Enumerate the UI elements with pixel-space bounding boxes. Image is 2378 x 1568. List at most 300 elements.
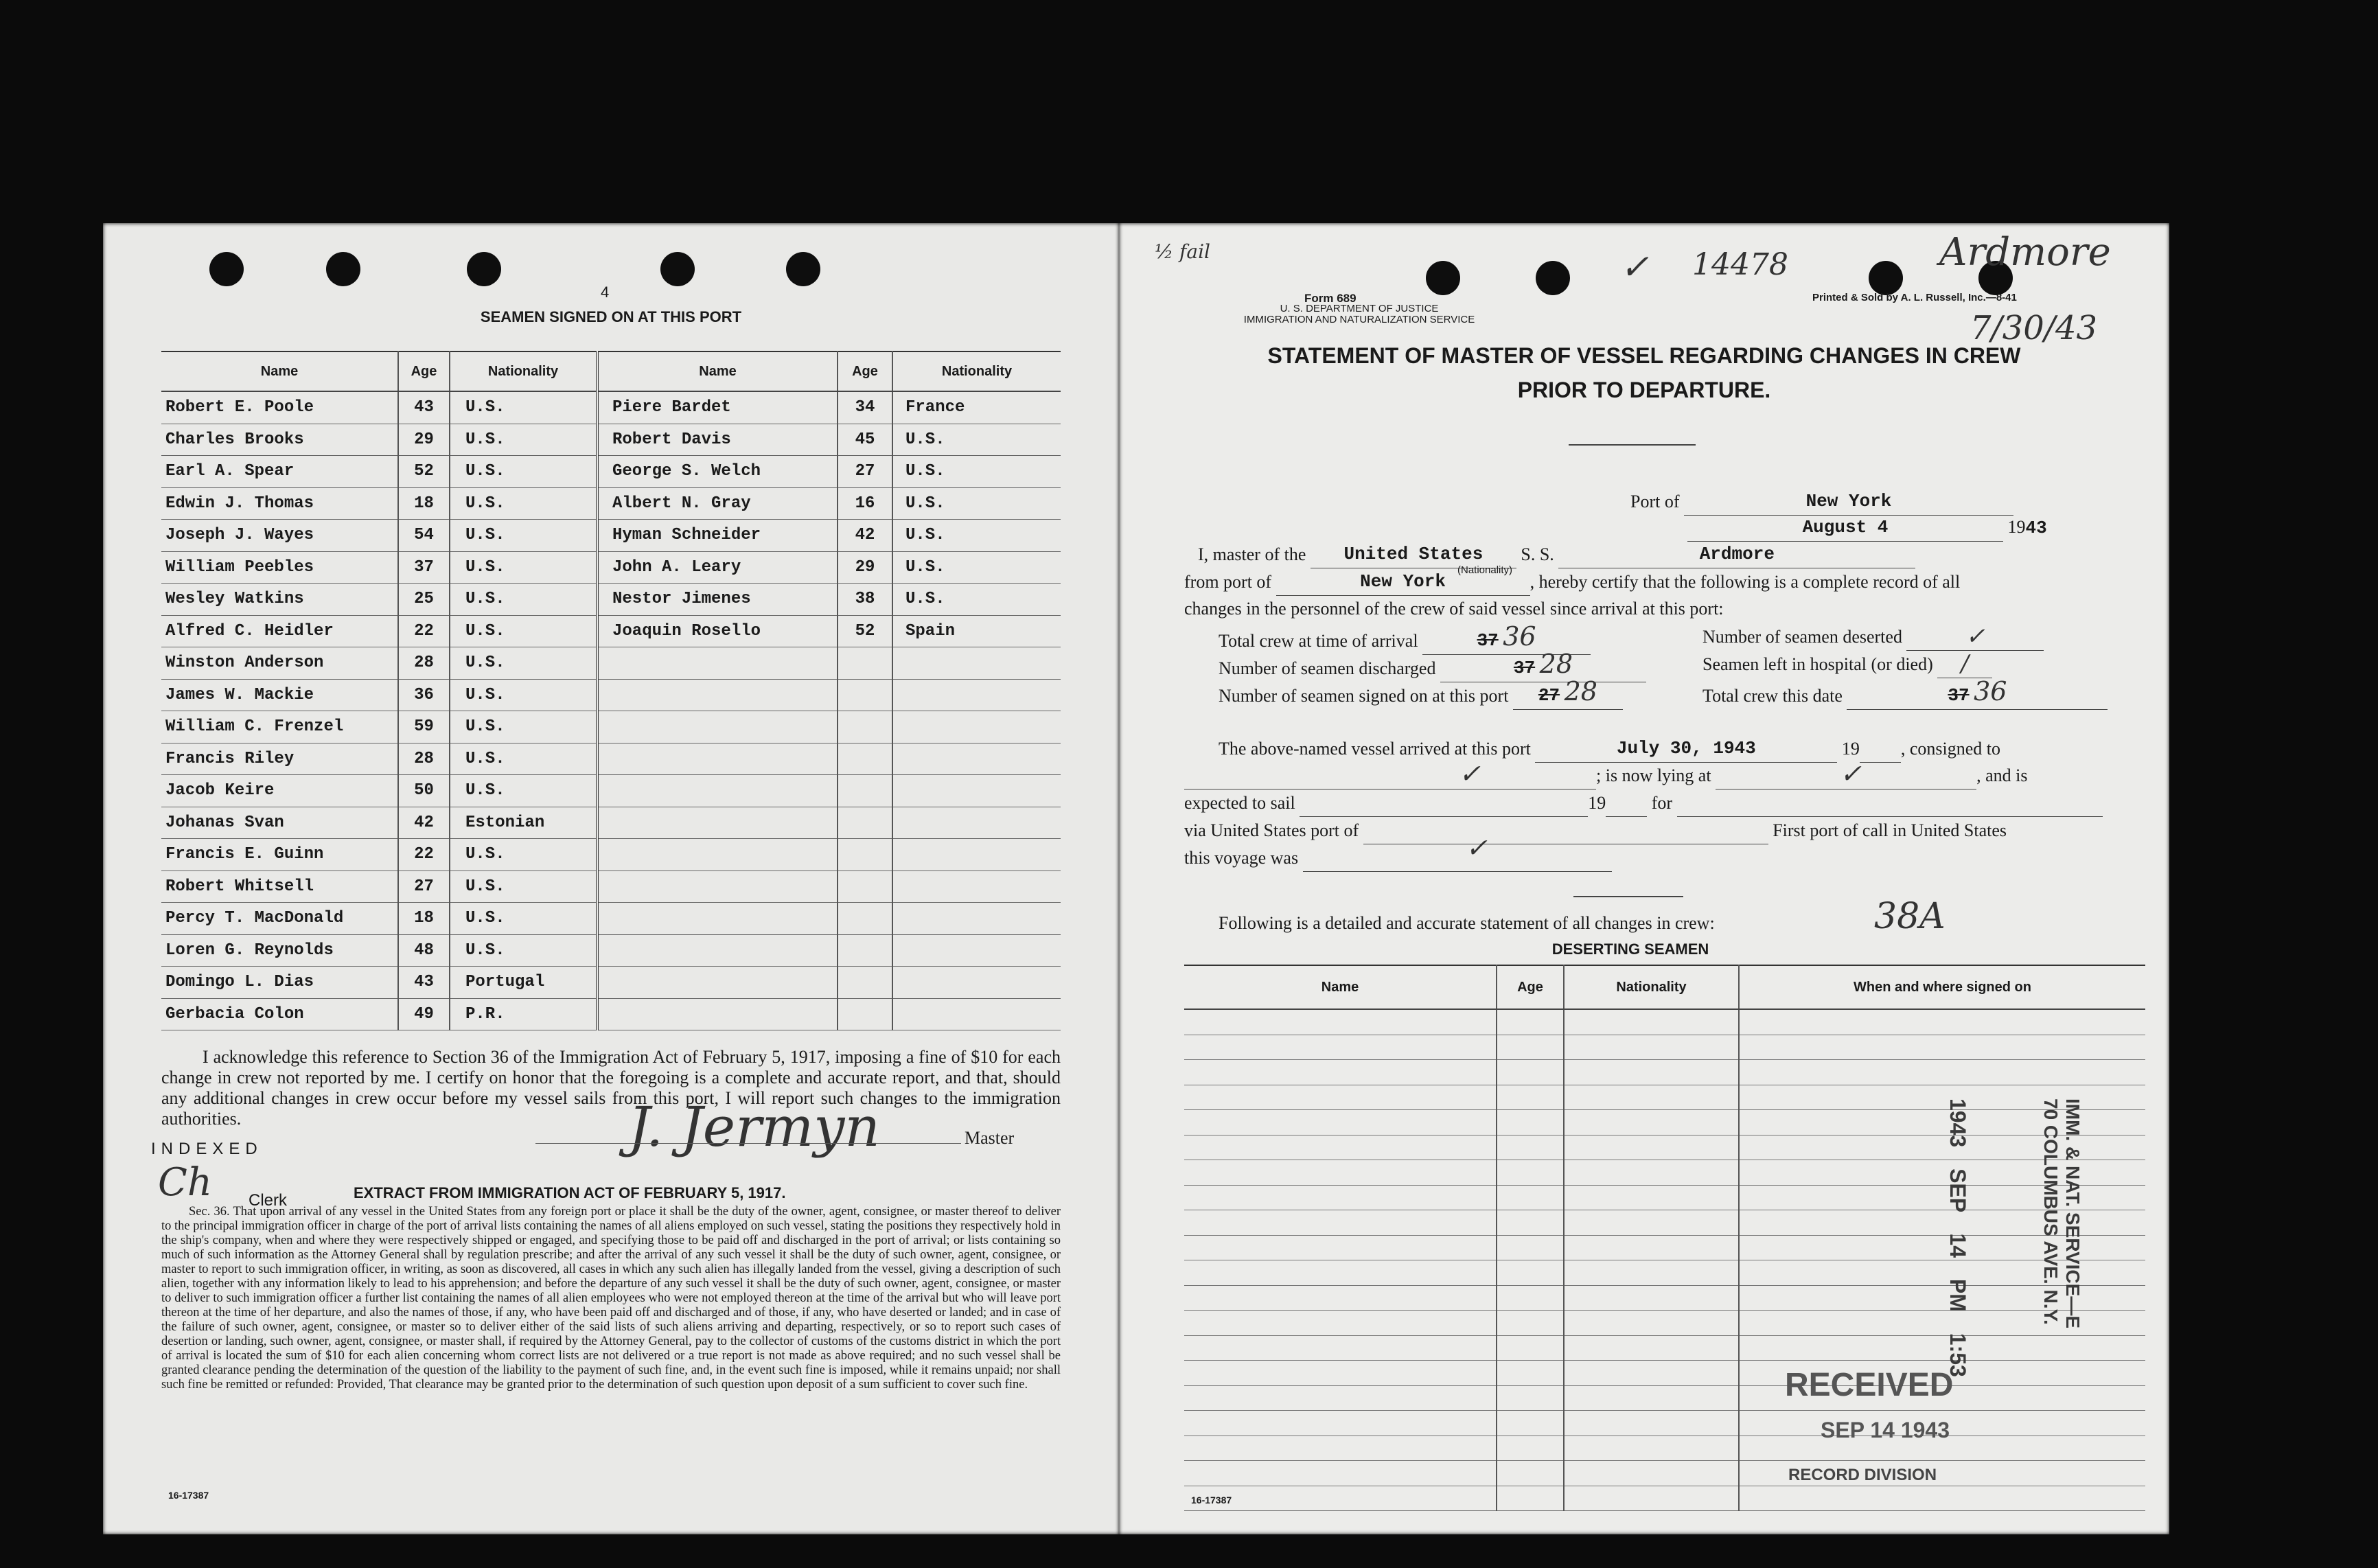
seaman-age: 59 xyxy=(398,711,450,743)
col-nationality: Nationality xyxy=(1564,965,1739,1009)
handwritten-date: 7/30/43 xyxy=(1970,309,2098,347)
seaman-age xyxy=(838,711,892,743)
seaman-age xyxy=(838,967,892,999)
seaman-name: Johanas Svan xyxy=(161,807,398,839)
empty-cell xyxy=(1497,1009,1564,1035)
changes-line xyxy=(1184,595,2159,623)
extract-text: Sec. 36. That upon arrival of any vessel in the United States from any foreign port or place it shall be the duty of the owner, agent, consignee, or master thereof to deliver to the principal immigration officer in charge of the port of arrival lists containing the names of all aliens employed on such vessel, stating the positions they respectively hold in the ship's company, when and where they were respectively shipped or engaged, and specifying those to be paid off and discharged in the port of arrival; or lists containing so much of such information as the Attorney General shall by regulation prescribe; and after the arrival of any such vessel it shall be the duty of such owner, agent, consignee, or master to report to such immigration officer, in writing, as soon as discovered, all cases in which any such alien has illegally landed from the vessel, giving a description of such alien, together with any information likely to lead to his apprehension; and before the departure of any such vessel it shall be the duty of such owner, agent, consignee, or master to deliver to such immigration officer a further list containing the names of all alien employees who were not employed thereon at the time of the arrival but who will leave port thereon at the time of her departure, and also the names of those, if any, who have been paid off and discharged and of those, if any, who have deserted or landed; and in case of the failure of such owner, agent, consignee, or master so to deliver either of the said lists of such aliens arriving and departing, respectively, or so to report such cases of desertion or landing, such owner, agent, consignee, or master shall, if required by the Attorney General, pay to the collector of customs of the customs district in which the port of arrival is located the sum of $10 for each alien concerning whom correct lists are not delivered or a true report is not made as above required; and no such vessel shall be granted clearance pending the determination of the question of the liability to the payment of such fine, and, in the event such fine is imposed, while it remains unpaid; nor shall such fine be remitted or refunded: Provided, That clearance may be granted prior to the determination of such question upon deposit of a sum sufficient to cover such fine. xyxy=(161,1205,1061,1392)
form-title-1: STATEMENT OF MASTER OF VESSEL REGARDING CHANGES IN CREW xyxy=(1267,343,2021,368)
seaman-age: 29 xyxy=(838,551,892,584)
empty-cell xyxy=(1184,1461,1497,1486)
seaman-nationality: U.S. xyxy=(450,743,597,775)
first-port-label: First port of call in United States xyxy=(1773,820,2007,840)
date-value: August 4 xyxy=(1687,514,2003,542)
seaman-name xyxy=(597,967,838,999)
seaman-nationality xyxy=(892,743,1061,775)
discharged-typed: 37 xyxy=(1513,658,1536,678)
punch-hole xyxy=(1536,261,1570,295)
empty-cell xyxy=(1564,1486,1739,1511)
seaman-age: 52 xyxy=(398,456,450,488)
seaman-nationality: U.S. xyxy=(450,615,597,647)
table-row xyxy=(161,807,1061,839)
seaman-nationality xyxy=(892,647,1061,680)
form-number: Form 689 xyxy=(1304,292,1357,305)
seaman-age: 43 xyxy=(398,967,450,999)
total-crew-date xyxy=(1702,678,2169,710)
form-title-2: PRIOR TO DEPARTURE. xyxy=(1517,378,1771,402)
arrived-line xyxy=(1219,735,2180,763)
divider xyxy=(1573,896,1683,897)
table-row xyxy=(161,615,1061,647)
table-row xyxy=(1184,1285,2145,1311)
empty-cell xyxy=(1184,1009,1497,1035)
changes-text: changes in the personnel of the crew of said vessel since arrival at this port: xyxy=(1184,599,1724,619)
seaman-name xyxy=(597,998,838,1030)
and-is-label: , and is xyxy=(1976,765,2028,785)
col-age: Age xyxy=(1497,965,1564,1009)
empty-cell xyxy=(1497,1461,1564,1486)
table-row xyxy=(1184,1411,2145,1436)
year-prefix: 19 xyxy=(1841,739,1860,759)
seaman-age xyxy=(838,998,892,1030)
empty-cell xyxy=(1564,1060,1739,1085)
seaman-name xyxy=(597,711,838,743)
received-date: SEP 14 1943 xyxy=(1821,1418,1950,1442)
seaman-name: Joaquin Rosello xyxy=(597,615,838,647)
seaman-age xyxy=(838,775,892,807)
seaman-name: Percy T. MacDonald xyxy=(161,903,398,935)
seaman-age xyxy=(838,934,892,967)
seaman-age xyxy=(838,839,892,871)
master-signature: J. Jermyn xyxy=(628,1095,880,1159)
punch-hole xyxy=(1869,261,1903,295)
empty-cell xyxy=(1497,1135,1564,1160)
seaman-nationality: U.S. xyxy=(905,430,945,449)
certify-text: , hereby certify that the following is a complete record of all xyxy=(1529,572,1961,592)
seaman-nationality: U.S. xyxy=(905,462,945,481)
table-row xyxy=(1184,1461,2145,1486)
empty-cell xyxy=(1739,1060,2145,1085)
table-row xyxy=(161,903,1061,935)
seaman-nationality xyxy=(892,711,1061,743)
seaman-name xyxy=(597,775,838,807)
empty-cell xyxy=(1184,1285,1497,1311)
seaman-name: Charles Brooks xyxy=(161,424,398,456)
seaman-nationality: U.S. xyxy=(450,424,597,456)
empty-cell xyxy=(1739,1210,2145,1236)
col-name: Name xyxy=(161,351,398,391)
empty-cell xyxy=(1564,1361,1739,1386)
seaman-nationality: U.S. xyxy=(450,871,597,903)
seaman-name: Hyman Schneider xyxy=(597,520,838,552)
empty-cell xyxy=(1184,1411,1497,1436)
discharged-hand: 28 xyxy=(1539,649,1573,679)
empty-cell xyxy=(1184,1060,1497,1085)
consigned-label: , consigned to xyxy=(1900,739,2000,759)
arrived-value: July 30, 1943 xyxy=(1535,735,1837,763)
table-row xyxy=(1184,1311,2145,1336)
master-label: Master xyxy=(965,1128,1015,1148)
port-value: New York xyxy=(1684,487,2013,516)
seaman-nationality xyxy=(892,807,1061,839)
empty-cell xyxy=(1739,1110,2145,1135)
table-row xyxy=(161,424,1061,456)
empty-cell xyxy=(1497,1285,1564,1311)
expected-line xyxy=(1184,789,2166,817)
lying-line xyxy=(1184,762,2166,789)
signed-on-label: Number of seamen signed on at this port xyxy=(1219,686,1509,706)
col-age: Age xyxy=(838,351,892,391)
table-row xyxy=(161,775,1061,807)
empty-cell xyxy=(1497,1260,1564,1286)
table-row xyxy=(161,679,1061,711)
seaman-age: 18 xyxy=(398,903,450,935)
seaman-name xyxy=(597,679,838,711)
seaman-age: 49 xyxy=(398,998,450,1030)
seaman-nationality xyxy=(892,903,1061,935)
empty-cell xyxy=(1564,1385,1739,1411)
empty-cell xyxy=(1497,1411,1564,1436)
empty-cell xyxy=(1564,1436,1739,1461)
department: U. S. DEPARTMENT OF JUSTICE xyxy=(1280,303,1439,314)
seaman-age: 37 xyxy=(398,551,450,584)
seaman-name: Winston Anderson xyxy=(161,647,398,680)
seaman-age: 38 xyxy=(838,584,892,616)
year-value: 43 xyxy=(2025,518,2047,538)
empty-cell xyxy=(1564,1185,1739,1210)
table-row xyxy=(161,711,1061,743)
deserted-label: Number of seamen deserted xyxy=(1702,627,1902,647)
clerk-label: Clerk xyxy=(249,1191,288,1210)
master-of-label: I, master of the xyxy=(1198,544,1306,564)
table-row xyxy=(161,743,1061,775)
table-row xyxy=(161,998,1061,1030)
empty-cell xyxy=(1564,1335,1739,1361)
page-number: 4 xyxy=(601,284,610,301)
check-mark: ✓ xyxy=(1466,833,1488,863)
nationality-caption: (Nationality) xyxy=(1457,564,1513,576)
punch-hole xyxy=(786,252,820,286)
empty-cell xyxy=(1739,1135,2145,1160)
seaman-nationality xyxy=(892,871,1061,903)
check-mark: ✓ xyxy=(1840,759,1862,789)
table-row xyxy=(161,839,1061,871)
empty-cell xyxy=(1497,1035,1564,1060)
handwritten-ship: Ardmore xyxy=(1939,230,2111,275)
seaman-name: Earl A. Spear xyxy=(161,456,398,488)
empty-cell xyxy=(1184,1135,1497,1160)
following-label: Following is a detailed and accurate statement of all changes in crew: xyxy=(1219,913,1715,933)
empty-cell xyxy=(1497,1160,1564,1186)
arrived-label: The above-named vessel arrived at this port xyxy=(1219,739,1531,759)
nationality-value: United States xyxy=(1311,540,1516,568)
table-row xyxy=(1184,1135,2145,1160)
seaman-nationality: U.S. xyxy=(450,903,597,935)
seaman-name: Albert N. Gray xyxy=(597,487,838,520)
seaman-nationality: U.S. xyxy=(450,551,597,584)
table-row xyxy=(161,551,1061,584)
empty-cell xyxy=(1564,1009,1739,1035)
deserting-table xyxy=(1184,965,2145,1511)
table-row xyxy=(161,967,1061,999)
table-row xyxy=(1184,1486,2145,1511)
seaman-nationality: U.S. xyxy=(450,711,597,743)
col-age: Age xyxy=(398,351,450,391)
seaman-name: William Peebles xyxy=(161,551,398,584)
left-page xyxy=(103,223,1119,1534)
indexed-stamp: INDEXED xyxy=(151,1140,263,1158)
handwritten-note: ½ fail xyxy=(1155,240,1211,263)
voyage-label: this voyage was xyxy=(1184,848,1299,868)
seaman-age: 28 xyxy=(398,743,450,775)
printer: Printed & Sold by A. L. Russell, Inc.—8-41 xyxy=(1812,292,2017,303)
empty-cell xyxy=(1497,1486,1564,1511)
seaman-age: 18 xyxy=(398,487,450,520)
empty-cell xyxy=(1564,1411,1739,1436)
empty-cell xyxy=(1184,1436,1497,1461)
empty-cell xyxy=(1184,1185,1497,1210)
seaman-name: Francis Riley xyxy=(161,743,398,775)
lying-label: ; is now lying at xyxy=(1596,765,1711,785)
table-row xyxy=(1184,1110,2145,1135)
empty-cell xyxy=(1564,1160,1739,1186)
seaman-name xyxy=(597,807,838,839)
empty-cell xyxy=(1739,1085,2145,1110)
seaman-age: 54 xyxy=(398,520,450,552)
empty-cell xyxy=(1184,1210,1497,1236)
extract-title: EXTRACT FROM IMMIGRATION ACT OF FEBRUARY 5, 1917. xyxy=(354,1184,786,1201)
seaman-name: Nestor Jimenes xyxy=(597,584,838,616)
empty-cell xyxy=(1497,1436,1564,1461)
col-when-where: When and where signed on xyxy=(1739,965,2145,1009)
seaman-age: 48 xyxy=(398,934,450,967)
seaman-age: 25 xyxy=(398,584,450,616)
signed-on xyxy=(1219,678,1699,710)
empty-cell xyxy=(1739,1160,2145,1186)
col-nationality: Nationality xyxy=(450,351,597,391)
empty-cell xyxy=(1184,1260,1497,1286)
empty-cell xyxy=(1564,1085,1739,1110)
seaman-nationality: U.S. xyxy=(450,584,597,616)
table-row xyxy=(161,934,1061,967)
empty-cell xyxy=(1739,1185,2145,1210)
seaman-age: 27 xyxy=(398,871,450,903)
table-row xyxy=(1184,1335,2145,1361)
table-row xyxy=(1184,1085,2145,1110)
seaman-age: 36 xyxy=(398,679,450,711)
signed-on-typed: 27 xyxy=(1538,685,1560,706)
table-row xyxy=(1184,1385,2145,1411)
seaman-name xyxy=(597,903,838,935)
service: IMMIGRATION AND NATURALIZATION SERVICE xyxy=(1243,314,1475,325)
discharged-label: Number of seamen discharged xyxy=(1219,658,1436,678)
seaman-nationality: U.S. xyxy=(450,456,597,488)
seaman-name: Wesley Watkins xyxy=(161,584,398,616)
hospital: Seamen left in hospital (or died) / xyxy=(1702,650,2169,678)
empty-cell xyxy=(1184,1085,1497,1110)
seaman-name xyxy=(597,934,838,967)
empty-cell xyxy=(1184,1035,1497,1060)
seaman-nationality: U.S. xyxy=(450,775,597,807)
empty-cell xyxy=(1564,1260,1739,1286)
seamen-table xyxy=(161,351,1061,1030)
empty-cell xyxy=(1497,1335,1564,1361)
year-prefix: 19 xyxy=(2007,517,2026,537)
empty-cell xyxy=(1184,1385,1497,1411)
expected-label: expected to sail xyxy=(1184,793,1295,813)
date-line xyxy=(1687,514,2168,542)
seaman-name: William C. Frenzel xyxy=(161,711,398,743)
table-row xyxy=(1184,1160,2145,1186)
right-page: ½ fail ✓ 14478 Ardmore 7/30/43 Form 689 U. S. DEPARTMENT OF JUSTICE IMMIGRATION AND NATURALIZATION SERVICE Printed & Sold by A. L. Russell, Inc.—8-41 STATEMENT OF MASTER OF VESSEL REGARDING CHANGES IN CREW PRIOR TO DEPARTURE. Port of New York August 4 1943 I, master of the United States S. S. Ardmore (Nationality) from port of New York , hereby certify that the following is a complete record of all changes in the personnel of the crew of said vessel since arrival at this port: Total crew at time of arrival 37 36 Number of seamen deserted ✓ Number of seamen discharged 37 28 Seamen left in hospital (or died) / Number of seamen signed on at this port 27 28 Total crew this date 37 36 The above-named vessel arrived at this port July 30, 1943 19 , consigned to ; is now lying at , and is expected to sail 19 for via United States port of First port of call in United States this voyage was ✓ ✓ ✓ Following is a detailed and accurate statement of all changes in crew: 38A DESERTING SEAMEN Name Age Nationality When and where signed on IMM. & NAT. SERVICE—E 70 COLUMBUS AVE. N.Y. 1943 SEP 14 PM 1:53 RECEIVED SEP 14 1943 RECORD DIVISION 16-17387 xyxy=(1119,223,2169,1534)
seaman-age: 45 xyxy=(838,424,892,456)
empty-cell xyxy=(1497,1185,1564,1210)
empty-cell xyxy=(1564,1285,1739,1311)
seaman-nationality xyxy=(892,967,1061,999)
seaman-age xyxy=(838,743,892,775)
table-row xyxy=(1184,1009,2145,1035)
year-prefix: 19 xyxy=(1588,793,1606,813)
hospital-label: Seamen left in hospital (or died) xyxy=(1702,654,1933,674)
received-stamp: RECEIVED xyxy=(1785,1367,1954,1403)
seaman-nationality: U.S. xyxy=(905,526,945,545)
seaman-nationality: U.S. xyxy=(450,934,597,967)
form-code: 16-17387 xyxy=(168,1490,209,1501)
empty-cell xyxy=(1739,1486,2145,1511)
seaman-age: 42 xyxy=(838,520,892,552)
for-label: for xyxy=(1651,793,1673,813)
seaman-name xyxy=(597,647,838,680)
seaman-nationality xyxy=(892,679,1061,711)
seaman-age xyxy=(838,903,892,935)
empty-cell xyxy=(1739,1335,2145,1361)
seaman-nationality: Spain xyxy=(905,621,956,641)
via-line xyxy=(1184,817,2166,844)
seaman-age xyxy=(838,679,892,711)
empty-cell xyxy=(1497,1311,1564,1336)
table-row xyxy=(161,647,1061,680)
empty-cell xyxy=(1497,1085,1564,1110)
deserting-title: DESERTING SEAMEN xyxy=(1551,941,1709,958)
seaman-age: 52 xyxy=(838,615,892,647)
seaman-nationality: U.S. xyxy=(450,487,597,520)
empty-cell xyxy=(1739,1235,2145,1260)
empty-cell xyxy=(1739,1035,2145,1060)
punch-hole xyxy=(467,252,501,286)
col-name: Name xyxy=(1184,965,1497,1009)
seaman-name xyxy=(597,743,838,775)
seaman-age xyxy=(838,871,892,903)
seaman-age: 22 xyxy=(398,839,450,871)
seaman-age: 43 xyxy=(398,391,450,424)
total-crew-date-label: Total crew this date xyxy=(1702,686,1843,706)
total-crew-arrival-label: Total crew at time of arrival xyxy=(1219,631,1418,651)
seaman-nationality xyxy=(892,775,1061,807)
seaman-nationality: U.S. xyxy=(905,590,945,609)
table-row xyxy=(1184,1210,2145,1236)
empty-cell xyxy=(1184,1335,1497,1361)
clerk-initials: Ch xyxy=(158,1160,212,1205)
seaman-nationality: France xyxy=(905,398,965,417)
seaman-nationality: Portugal xyxy=(450,967,597,999)
seaman-name xyxy=(597,839,838,871)
empty-cell xyxy=(1497,1110,1564,1135)
table-row xyxy=(1184,1260,2145,1286)
table-row xyxy=(161,520,1061,552)
empty-cell xyxy=(1739,1285,2145,1311)
seaman-name: Robert E. Poole xyxy=(161,391,398,424)
empty-cell xyxy=(1739,1009,2145,1035)
empty-cell xyxy=(1184,1311,1497,1336)
seaman-nationality: U.S. xyxy=(450,839,597,871)
empty-cell xyxy=(1497,1385,1564,1411)
table-row xyxy=(161,584,1061,616)
from-port-value: New York xyxy=(1276,568,1530,596)
check-mark: ✓ xyxy=(1459,759,1481,789)
seaman-nationality xyxy=(892,934,1061,967)
seaman-age: 50 xyxy=(398,775,450,807)
seaman-age: 29 xyxy=(398,424,450,456)
table-row xyxy=(1184,1035,2145,1060)
ss-label: S. S. xyxy=(1521,544,1554,564)
empty-cell xyxy=(1184,1110,1497,1135)
empty-cell xyxy=(1564,1461,1739,1486)
table-row xyxy=(161,487,1061,520)
seaman-name xyxy=(597,871,838,903)
seaman-age xyxy=(838,647,892,680)
empty-cell xyxy=(1739,1260,2145,1286)
seaman-name: Edwin J. Thomas xyxy=(161,487,398,520)
seaman-nationality: U.S. xyxy=(450,520,597,552)
seaman-nationality: U.S. xyxy=(450,679,597,711)
seaman-name: Gerbacia Colon xyxy=(161,998,398,1030)
empty-cell xyxy=(1564,1035,1739,1060)
from-port-line xyxy=(1184,568,2159,596)
seaman-name: John A. Leary xyxy=(597,551,838,584)
port-line xyxy=(1630,487,2111,516)
seaman-name: James W. Mackie xyxy=(161,679,398,711)
seaman-nationality: P.R. xyxy=(450,998,597,1030)
seaman-nationality xyxy=(892,839,1061,871)
punch-hole xyxy=(326,252,360,286)
seaman-name: Loren G. Reynolds xyxy=(161,934,398,967)
empty-cell xyxy=(1184,1361,1497,1386)
seaman-age xyxy=(838,807,892,839)
divider xyxy=(1569,444,1696,446)
handwritten-38a: 38A xyxy=(1874,896,1946,937)
voyage-line xyxy=(1184,844,2166,872)
table-row xyxy=(1184,1361,2145,1386)
port-label: Port of xyxy=(1630,492,1680,511)
seaman-age: 34 xyxy=(838,391,892,424)
seaman-nationality: U.S. xyxy=(450,391,597,424)
table-row xyxy=(161,871,1061,903)
empty-cell xyxy=(1564,1110,1739,1135)
empty-cell xyxy=(1497,1060,1564,1085)
table-row xyxy=(1184,1060,2145,1085)
empty-cell xyxy=(1184,1235,1497,1260)
seaman-age: 42 xyxy=(398,807,450,839)
table-row xyxy=(1184,1436,2145,1461)
empty-cell xyxy=(1564,1135,1739,1160)
seaman-name: Francis E. Guinn xyxy=(161,839,398,871)
deserted: Number of seamen deserted ✓ xyxy=(1702,623,2169,651)
col-name: Name xyxy=(597,351,838,391)
punch-hole xyxy=(660,252,695,286)
punch-hole xyxy=(1426,261,1460,295)
empty-cell xyxy=(1739,1311,2145,1336)
form-code: 16-17387 xyxy=(1191,1495,1232,1506)
